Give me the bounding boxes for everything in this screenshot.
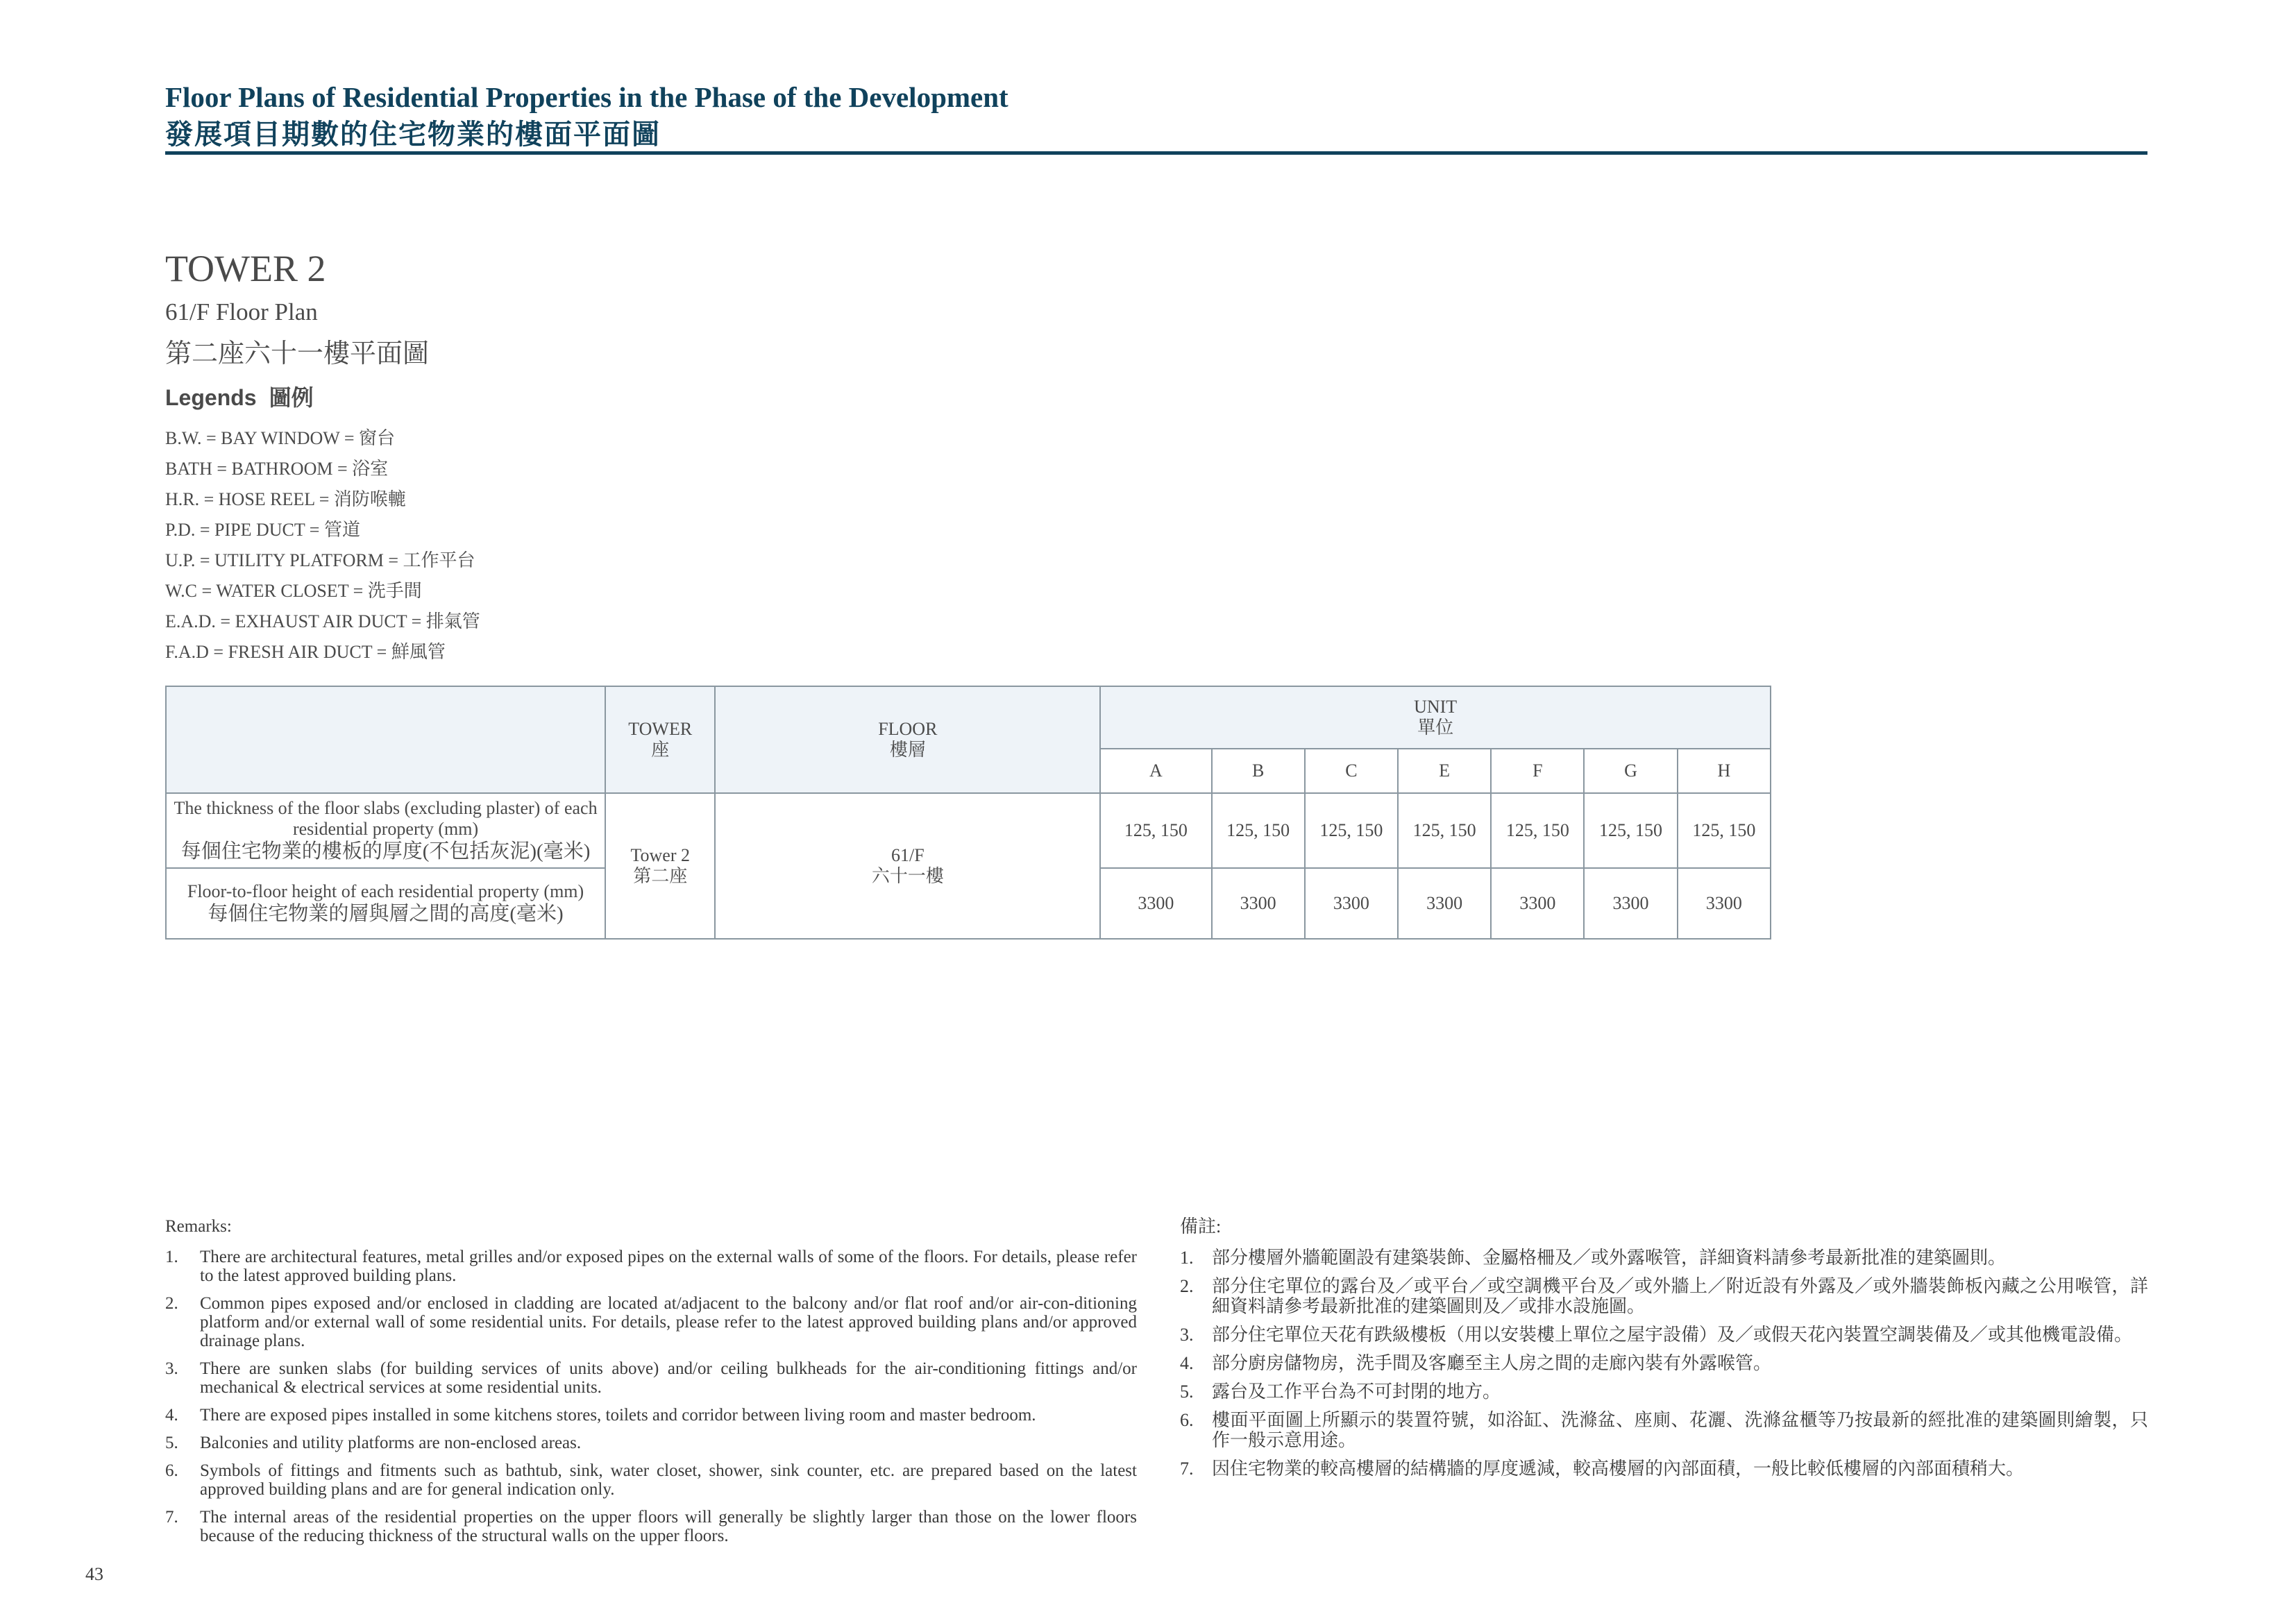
slab-thickness-cell: 125, 150 — [1491, 793, 1584, 868]
remark-number: 6. — [165, 1461, 178, 1480]
unit-column-header: H — [1678, 749, 1771, 793]
unit-header — [1100, 686, 1771, 749]
floor-cell — [715, 793, 1100, 939]
floor-spec-table — [165, 686, 1771, 940]
unit-column-header: A — [1100, 749, 1211, 793]
remark-item — [165, 1359, 1137, 1397]
remark-number: 7. — [1180, 1459, 1194, 1479]
row-label-slab — [166, 793, 605, 868]
plan-title-zh: 第二座六十一樓平面圖 — [165, 339, 430, 368]
table-row — [166, 793, 1771, 868]
remark-item — [1180, 1276, 2148, 1316]
remark-item — [165, 1434, 1137, 1452]
legend-item: F.A.D = FRESH AIR DUCT = 鮮風管 — [165, 642, 446, 662]
remark-number: 7. — [165, 1508, 178, 1527]
floor-height-cell: 3300 — [1212, 868, 1305, 939]
floor-header-zh: 樓層 — [889, 740, 926, 760]
remark-item — [165, 1248, 1137, 1285]
row-label-zh: 每個住宅物業的樓板的厚度(不包括灰泥)(毫米) — [180, 840, 591, 863]
header-divider — [165, 151, 2147, 155]
remark-number: 3. — [165, 1359, 178, 1378]
header-title-en: Floor Plans of Residential Properties in the Phase of the Development — [165, 81, 1008, 113]
plan-title-en: 61/F Floor Plan — [165, 298, 318, 325]
slab-thickness-cell: 125, 150 — [1678, 793, 1771, 868]
legend-item: B.W. = BAY WINDOW = 窗台 — [165, 428, 395, 448]
tower-header-zh: 座 — [651, 740, 670, 760]
remark-text: 部分樓層外牆範圍設有建築裝飾、金屬格柵及／或外露喉管，詳細資料請參考最新批准的建築圖則。 — [1212, 1248, 2007, 1268]
remarks-zh — [1180, 1216, 2148, 1487]
floor-height-cell: 3300 — [1491, 868, 1584, 939]
row-label-en: The thickness of the floor slabs (excluding plaster) of each residential property (mm) — [174, 798, 598, 839]
tower-value-zh: 第二座 — [633, 866, 688, 886]
row-label-height — [166, 868, 605, 939]
remark-text: 因住宅物業的較高樓層的結構牆的厚度遞減，較高樓層的內部面積，一般比較低樓層的內部面積稍大。 — [1212, 1459, 2025, 1479]
floor-header — [715, 686, 1100, 793]
remark-number: 6. — [1180, 1410, 1194, 1430]
unit-column-header: C — [1305, 749, 1398, 793]
legend-item: E.A.D. = EXHAUST AIR DUCT = 排氣管 — [165, 611, 480, 631]
slab-thickness-cell: 125, 150 — [1100, 793, 1211, 868]
remark-item — [1180, 1248, 2148, 1268]
legends-heading — [165, 380, 326, 412]
remarks-zh-title: 備註: — [1180, 1216, 1222, 1237]
remark-number: 2. — [1180, 1276, 1194, 1296]
tower-header — [605, 686, 715, 793]
legends-heading-en: Legends — [165, 385, 257, 410]
floor-height-cell: 3300 — [1398, 868, 1491, 939]
slab-thickness-cell: 125, 150 — [1212, 793, 1305, 868]
legend-item: BATH = BATHROOM = 浴室 — [165, 459, 389, 479]
floor-height-cell: 3300 — [1678, 868, 1771, 939]
tower-cell — [605, 793, 715, 939]
remark-number: 2. — [165, 1294, 178, 1313]
remark-text: There are exposed pipes installed in some kitchens stores, toilets and corridor between living room and master bedroom. — [200, 1406, 1036, 1425]
row-label-zh: 每個住宅物業的層與層之間的高度(毫米) — [208, 903, 564, 925]
remark-text: The internal areas of the residential properties on the upper floors will generally be slightly larger than those on the lower floors because of the reducing thickness of the structural walls on the upper floors. — [200, 1508, 1137, 1545]
row-label-en: Floor-to-floor height of each residential property (mm) — [187, 881, 584, 901]
remark-text: 露台及工作平台為不可封閉的地方。 — [1212, 1382, 1501, 1402]
unit-column-header: B — [1212, 749, 1305, 793]
remark-item — [1180, 1410, 2148, 1450]
legend-list — [165, 423, 480, 668]
remark-item — [165, 1294, 1137, 1350]
floor-value-zh: 六十一樓 — [871, 866, 944, 886]
slab-thickness-cell: 125, 150 — [1584, 793, 1677, 868]
remark-item — [165, 1508, 1137, 1545]
legend-item: U.P. = UTILITY PLATFORM = 工作平台 — [165, 550, 475, 570]
remark-number: 4. — [1180, 1353, 1194, 1373]
floor-height-cell: 3300 — [1584, 868, 1677, 939]
remark-text: Common pipes exposed and/or enclosed in cladding are located at/adjacent to the balcony and/or flat roof and/or air-con-ditioning platform and/or external wall of some residential units. For details, please refer to the latest approved building plans and/or approved drainage plans. — [200, 1294, 1137, 1350]
remark-text: Balconies and utility platforms are non-enclosed areas. — [200, 1434, 582, 1452]
legend-item: P.D. = PIPE DUCT = 管道 — [165, 520, 360, 540]
legend-item: W.C = WATER CLOSET = 洗手間 — [165, 581, 422, 601]
remark-item — [1180, 1382, 2148, 1402]
remark-text: 部分住宅單位天花有跌級樓板（用以安裝樓上單位之屋宇設備）及／或假天花內裝置空調裝備及／或其他機電設備。 — [1212, 1325, 2133, 1345]
remarks-en-title: Remarks: — [165, 1217, 232, 1236]
remark-item — [1180, 1353, 2148, 1373]
unit-header-en: UNIT — [1414, 697, 1458, 717]
unit-column-header: E — [1398, 749, 1491, 793]
floor-height-cell: 3300 — [1100, 868, 1211, 939]
remarks-en — [165, 1216, 1137, 1554]
remark-number: 3. — [1180, 1325, 1194, 1345]
remark-item — [165, 1406, 1137, 1425]
remark-number: 1. — [165, 1248, 178, 1266]
legends-heading-zh: 圖例 — [269, 385, 314, 410]
remark-text: There are sunken slabs (for building services of units above) and/or ceiling bulkheads for the air-conditioning fittings and/or mechanical & electrical services at some residential units. — [200, 1359, 1137, 1397]
remark-item — [1180, 1459, 2148, 1479]
header-title-zh: 發展項目期數的住宅物業的樓面平面圖 — [165, 119, 661, 150]
remark-text: 部分廚房儲物房，洗手間及客廳至主人房之間的走廊內裝有外露喉管。 — [1212, 1353, 1772, 1373]
slab-thickness-cell: 125, 150 — [1305, 793, 1398, 868]
remark-item — [1180, 1325, 2148, 1345]
remark-item — [165, 1461, 1137, 1499]
page-number: 43 — [85, 1564, 103, 1584]
tower-header-en: TOWER — [628, 719, 693, 739]
remark-number: 1. — [1180, 1248, 1194, 1268]
remark-text: There are architectural features, metal grilles and/or exposed pipes on the external walls of some of the floors. For details, please refer to the latest approved building plans. — [200, 1248, 1137, 1285]
remark-text: 樓面平面圖上所顯示的裝置符號，如浴缸、洗滌盆、座廁、花灑、洗滌盆櫃等乃按最新的經批准的建築圖則繪製，只作一般示意用途。 — [1212, 1410, 2148, 1450]
floor-header-en: FLOOR — [878, 719, 938, 739]
remark-text: 部分住宅單位的露台及／或平台／或空調機平台及／或外牆上／附近設有外露及／或外牆裝飾板內藏之公用喉管，詳細資料請參考最新批准的建築圖則及／或排水設施圖。 — [1212, 1276, 2148, 1316]
unit-column-header: F — [1491, 749, 1584, 793]
floor-height-cell: 3300 — [1305, 868, 1398, 939]
table-corner-cell — [166, 686, 605, 793]
legend-item: H.R. = HOSE REEL = 消防喉轆 — [165, 489, 406, 509]
remark-number: 4. — [165, 1406, 178, 1425]
tower-title: TOWER 2 — [165, 248, 326, 289]
unit-header-zh: 單位 — [1417, 717, 1454, 738]
remark-number: 5. — [165, 1434, 178, 1452]
slab-thickness-cell: 125, 150 — [1398, 793, 1491, 868]
remark-number: 5. — [1180, 1382, 1194, 1402]
tower-value-en: Tower 2 — [630, 845, 690, 865]
remark-text: Symbols of fittings and fitments such as bathtub, sink, water closet, shower, sink counter, etc. are prepared based on the latest approved building plans and are for general indication only. — [200, 1461, 1137, 1499]
unit-column-header: G — [1584, 749, 1677, 793]
floor-value-en: 61/F — [890, 845, 925, 865]
